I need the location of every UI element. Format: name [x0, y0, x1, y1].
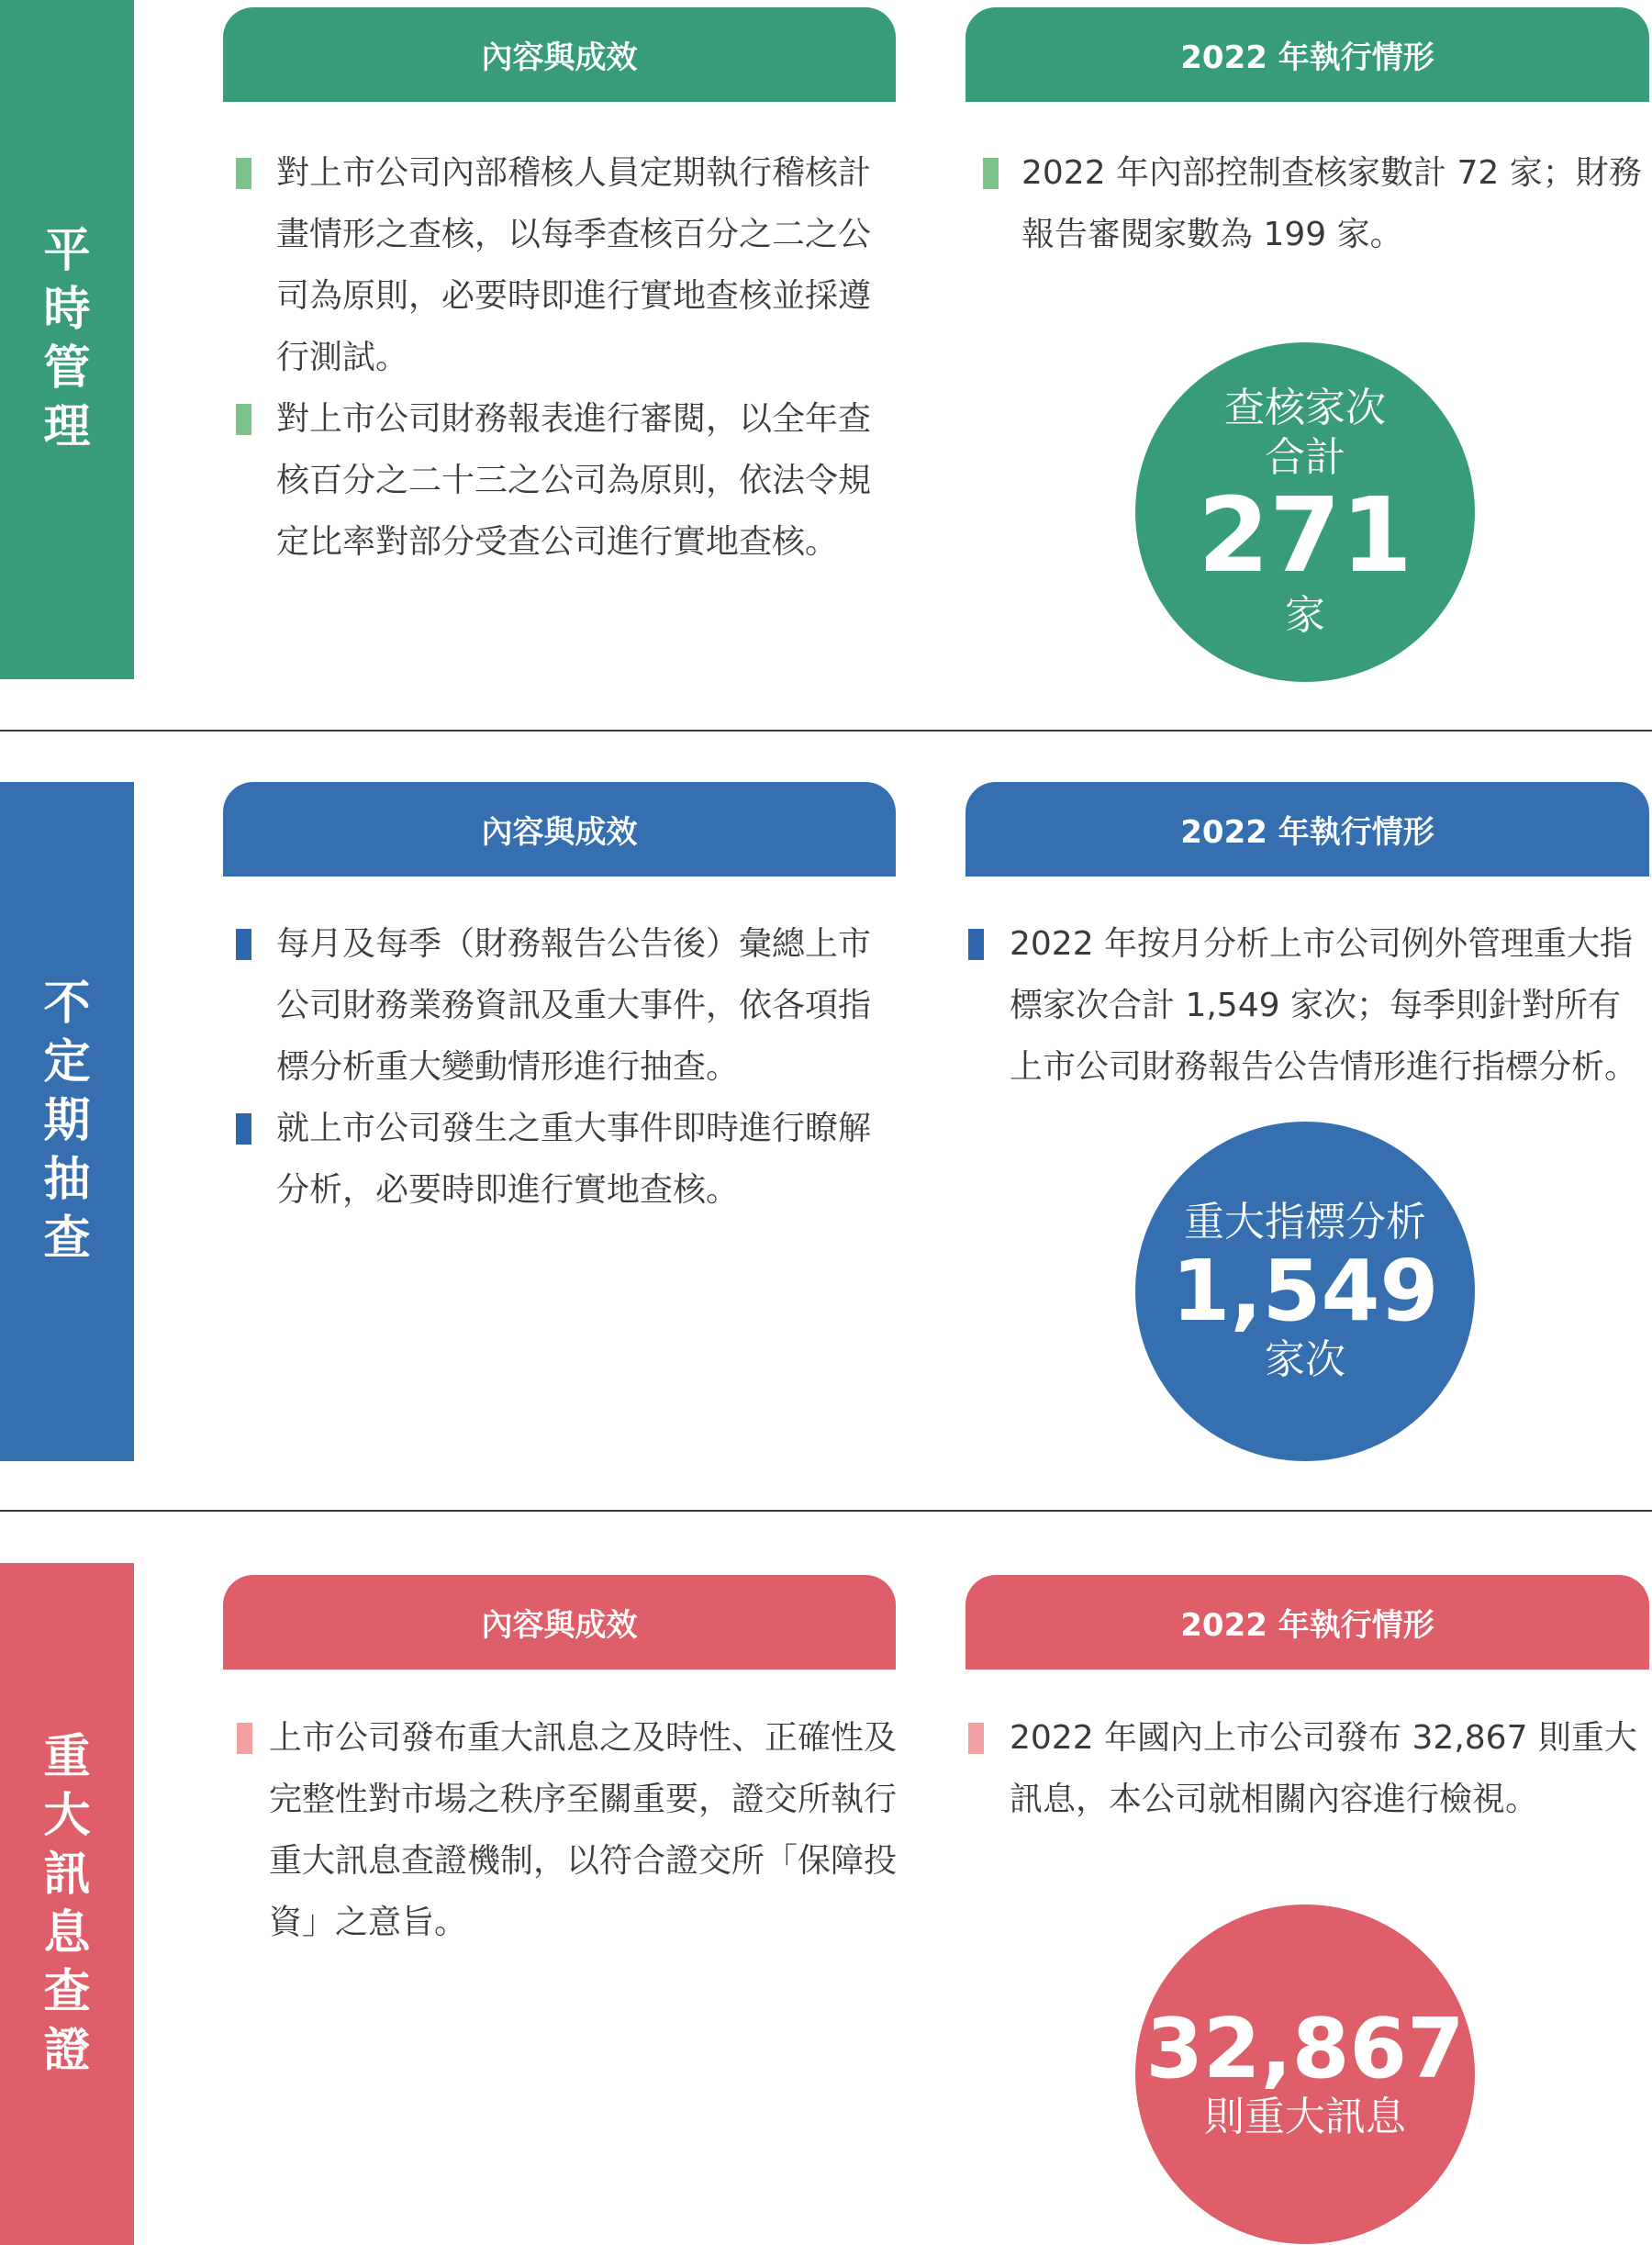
section-spot-check-sidebar [0, 782, 134, 1461]
list-item: 就上市公司發生之重大事件即時進行瞭解分析，必要時即進行實地查核。 [223, 1098, 902, 1221]
execution-header: 2022 年執行情形 [966, 782, 1649, 877]
list-item: 對上市公司內部稽核人員定期執行稽核計畫情形之查核，以每季查核百分之二之公司為原則，必要時即進行實地查核並採遵行測試。 [223, 142, 902, 388]
content-list [223, 1707, 902, 1953]
badge-number: 271 [1198, 476, 1412, 597]
bullet-marker [983, 158, 999, 189]
section-title: 平時管理 [43, 224, 91, 454]
execution-list [968, 142, 1652, 265]
bullet-marker [236, 404, 251, 435]
list-item: 2022 年國內上市公司發布 32,867 則重大訊息，本公司就相關內容進行檢視。 [968, 1707, 1652, 1830]
bullet-marker [968, 929, 984, 960]
bullet-marker [968, 1723, 984, 1754]
section-title: 不定期抽查 [43, 977, 91, 1266]
section-divider [0, 1510, 1652, 1512]
badge-unit: 家次 [1265, 1336, 1345, 1384]
badge-number: 1,549 [1171, 1241, 1439, 1340]
execution-list [968, 1707, 1652, 1830]
content-header: 內容與成效 [223, 782, 896, 877]
badge-label: 查核家次 [1224, 385, 1386, 432]
section-title: 重大訊息查證 [43, 1729, 91, 2078]
content-list [223, 913, 902, 1221]
bullet-marker [236, 158, 251, 189]
list-item: 2022 年按月分析上市公司例外管理重大指標家次合計 1,549 家次；每季則針對所有上市公司財務報告公告情形進行指標分析。 [968, 913, 1652, 1098]
badge-number: 32,867 [1145, 2000, 1465, 2097]
stat-badge [1135, 342, 1475, 682]
content-header: 內容與成效 [223, 7, 896, 102]
list-item: 對上市公司財務報表進行審閱，以全年查核百分之二十三之公司為原則，依法令規定比率對部分受查公司進行實地查核。 [223, 388, 902, 573]
section-disclosure-sidebar [0, 1563, 134, 2245]
stat-badge [1135, 1122, 1475, 1461]
bullet-marker [236, 929, 251, 960]
badge-label: 合計 [1265, 434, 1345, 482]
content-list [223, 142, 902, 573]
bullet-marker [236, 1113, 251, 1145]
execution-list [968, 913, 1652, 1098]
section-routine-sidebar [0, 0, 134, 679]
badge-unit: 家 [1285, 591, 1325, 639]
content-header: 內容與成效 [223, 1575, 896, 1670]
list-item: 每月及每季（財務報告公告後）彙總上市公司財務業務資訊及重大事件，依各項指標分析重大變動情形進行抽查。 [223, 913, 902, 1098]
list-item: 上市公司發布重大訊息之及時性、正確性及完整性對市場之秩序至關重要，證交所執行重大訊息查證機制，以符合證交所「保障投資」之意旨。 [223, 1707, 902, 1953]
execution-header: 2022 年執行情形 [966, 7, 1649, 102]
badge-label: 重大指標分析 [1184, 1198, 1426, 1245]
badge-unit: 則重大訊息 [1204, 2094, 1406, 2141]
execution-header: 2022 年執行情形 [966, 1575, 1649, 1670]
list-item: 2022 年內部控制查核家數計 72 家；財務報告審閱家數為 199 家。 [968, 142, 1652, 265]
stat-badge [1135, 1904, 1475, 2244]
section-divider [0, 730, 1652, 732]
bullet-marker [237, 1723, 252, 1754]
